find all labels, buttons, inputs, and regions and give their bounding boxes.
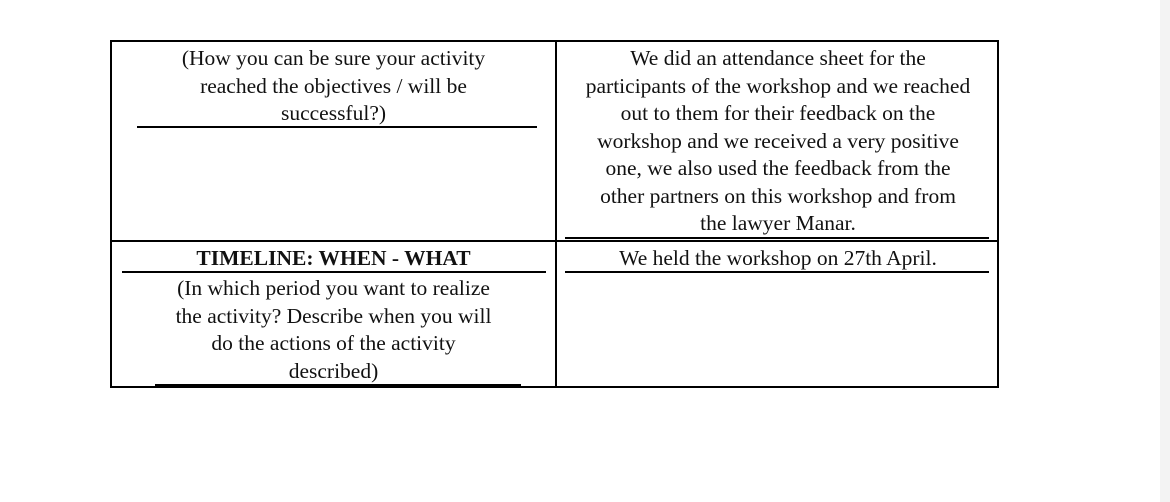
timeline-question-underline [155, 384, 521, 386]
timeline-question: (In which period you want to realize the activity? Describe when you will do the actions of the activity described) [175, 276, 492, 383]
page-edge-strip [1160, 0, 1170, 502]
evaluation-question: (How you can be sure your activity reached the objectives / will be successful?) [181, 46, 486, 125]
evaluation-question-underline [137, 126, 537, 128]
timeline-heading: TIMELINE: WHEN - WHAT [196, 246, 471, 270]
evaluation-answer: We did an attendance sheet for the participants of the workshop and we reached out to them for their feedback on the workshop and we received a very positive one, we also used the feedback from the other partners on this workshop and from the lawyer Manar. [585, 46, 971, 235]
timeline-answer: We held the workshop on 27th April. [619, 246, 937, 270]
row-divider [112, 240, 997, 242]
evaluation-answer-underline [565, 237, 989, 239]
activity-table [110, 40, 999, 388]
timeline-heading-underline [122, 271, 546, 273]
timeline-answer-underline [565, 271, 989, 273]
